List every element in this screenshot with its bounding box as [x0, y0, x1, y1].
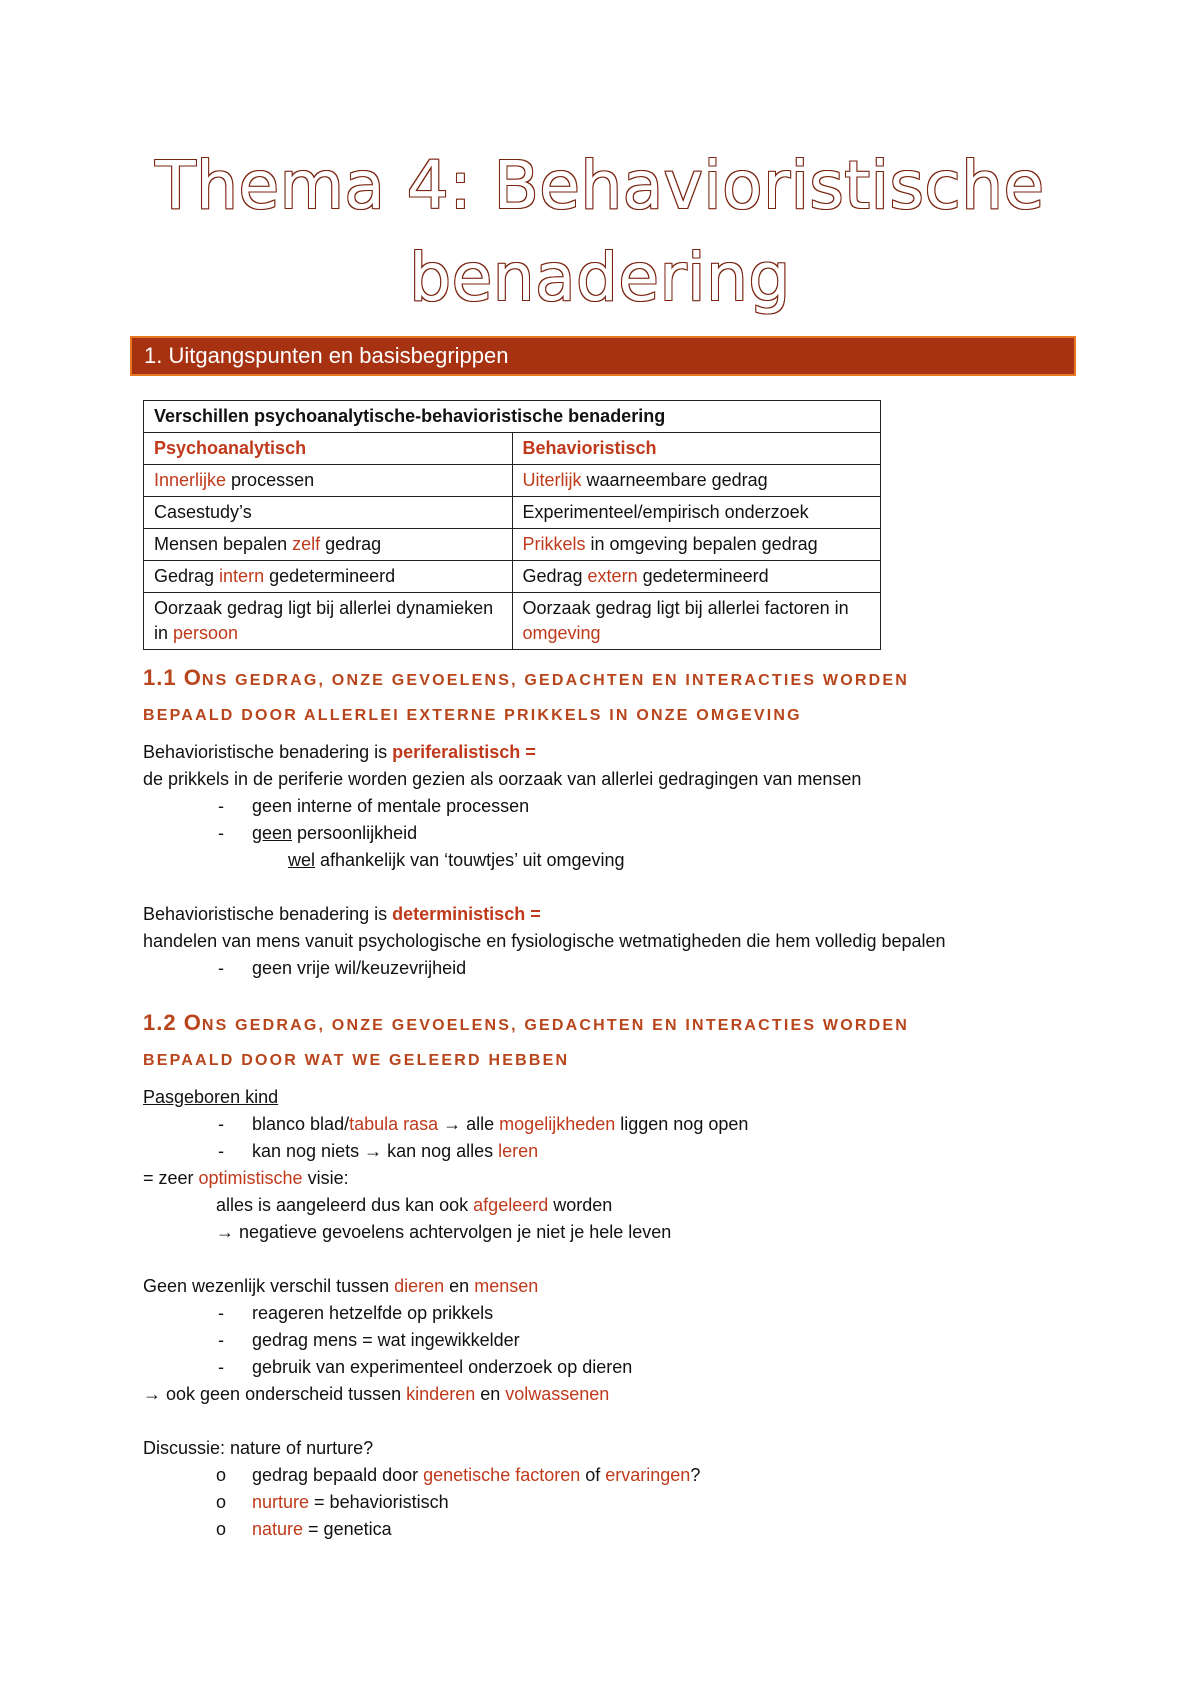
- paragraph: → ook geen onderscheid tussen kinderen en volwassenen: [143, 1384, 610, 1404]
- table-cell: Uiterlijk waarneembare gedrag: [512, 465, 881, 497]
- list-bullet: -: [218, 1114, 224, 1134]
- table-row: [144, 529, 881, 561]
- list-bullet: -: [218, 1357, 224, 1377]
- table-cell: Oorzaak gedrag ligt bij allerlei dynamieken in persoon: [144, 593, 513, 650]
- list-item: gedrag bepaald door genetische factoren of ervaringen?: [252, 1465, 701, 1485]
- list-bullet: o: [216, 1519, 227, 1539]
- list-item: geen vrije wil/keuzevrijheid: [252, 958, 467, 978]
- section-heading-1: 1. Uitgangspunten en basisbegrippen: [130, 336, 1076, 376]
- table-cell: Oorzaak gedrag ligt bij allerlei factoren in omgeving: [512, 593, 881, 650]
- list-bullet: -: [218, 823, 224, 843]
- table-cell: Innerlijke processen: [144, 465, 513, 497]
- list-item: geen persoonlijkheid: [252, 823, 418, 843]
- list-bullet: -: [218, 1303, 224, 1323]
- table-cell: Experimenteel/empirisch onderzoek: [512, 497, 881, 529]
- title-line-2: benadering: [409, 239, 791, 316]
- list-item: gebruik van experimenteel onderzoek op dieren: [252, 1357, 633, 1377]
- table-row: [144, 497, 881, 529]
- paragraph: = zeer optimistische visie:: [143, 1168, 349, 1188]
- paragraph: Geen wezenlijk verschil tussen dieren en mensen: [143, 1276, 539, 1296]
- table-caption: Verschillen psychoanalytische-behavioristische benadering: [144, 401, 881, 433]
- table-cell: Casestudy’s: [144, 497, 513, 529]
- table-row: [144, 561, 881, 593]
- table-cell: Mensen bepalen zelf gedrag: [144, 529, 513, 561]
- table-cell: Gedrag intern gedetermineerd: [144, 561, 513, 593]
- list-bullet: -: [218, 796, 224, 816]
- paragraph: Discussie: nature of nurture?: [143, 1438, 374, 1458]
- list-item: geen interne of mentale processen: [252, 796, 530, 816]
- table-cell: Gedrag extern gedetermineerd: [512, 561, 881, 593]
- table-col-header-2: Behavioristisch: [512, 433, 881, 465]
- list-bullet: o: [216, 1465, 227, 1485]
- table-col-header-1: Psychoanalytisch: [144, 433, 513, 465]
- paragraph: handelen van mens vanuit psychologische en fysiologische wetmatigheden die hem volledig bepalen: [143, 931, 946, 951]
- list-bullet: -: [218, 1330, 224, 1350]
- list-item: kan nog niets → kan nog alles leren: [252, 1141, 539, 1161]
- list-bullet: -: [218, 958, 224, 978]
- table-row: [144, 465, 881, 497]
- table-cell: Prikkels in omgeving bepalen gedrag: [512, 529, 881, 561]
- list-item: reageren hetzelfde op prikkels: [252, 1303, 494, 1323]
- list-item: blanco blad/tabula rasa → alle mogelijkheden liggen nog open: [252, 1114, 749, 1134]
- table-row: [144, 593, 881, 650]
- paragraph: de prikkels in de periferie worden gezien als oorzaak van allerlei gedragingen van mensen: [143, 769, 862, 789]
- list-bullet: -: [218, 1141, 224, 1161]
- paragraph: Pasgeboren kind: [143, 1087, 279, 1107]
- subheading-1-1: 1.1 ONS GEDRAG, ONZE GEVOELENS, GEDACHTEN EN INTERACTIES WORDEN BEPAALD DOOR ALLERLEI EXTERNE PRIKKELS IN ONZE OMGEVING: [143, 665, 910, 724]
- paragraph: Behavioristische benadering is periferalistisch =: [143, 742, 536, 762]
- paragraph-indented: → negatieve gevoelens achtervolgen je niet je hele leven: [216, 1222, 672, 1242]
- subheading-1-2: 1.2 ONS GEDRAG, ONZE GEVOELENS, GEDACHTEN EN INTERACTIES WORDEN BEPAALD DOOR WAT WE GELEERD HEBBEN: [143, 1010, 910, 1069]
- list-item: gedrag mens = wat ingewikkelder: [252, 1330, 520, 1350]
- list-item-sub: wel afhankelijk van ‘touwtjes’ uit omgeving: [288, 850, 625, 870]
- list-item: nature = genetica: [252, 1519, 392, 1539]
- list-item: nurture = behavioristisch: [252, 1492, 449, 1512]
- paragraph-indented: alles is aangeleerd dus kan ook afgeleerd worden: [216, 1195, 613, 1215]
- comparison-table: [143, 400, 881, 650]
- paragraph: Behavioristische benadering is deterministisch =: [143, 904, 541, 924]
- list-bullet: o: [216, 1492, 227, 1512]
- page-title: [100, 140, 1100, 324]
- title-line-1: Thema 4: Behavioristische: [155, 147, 1045, 224]
